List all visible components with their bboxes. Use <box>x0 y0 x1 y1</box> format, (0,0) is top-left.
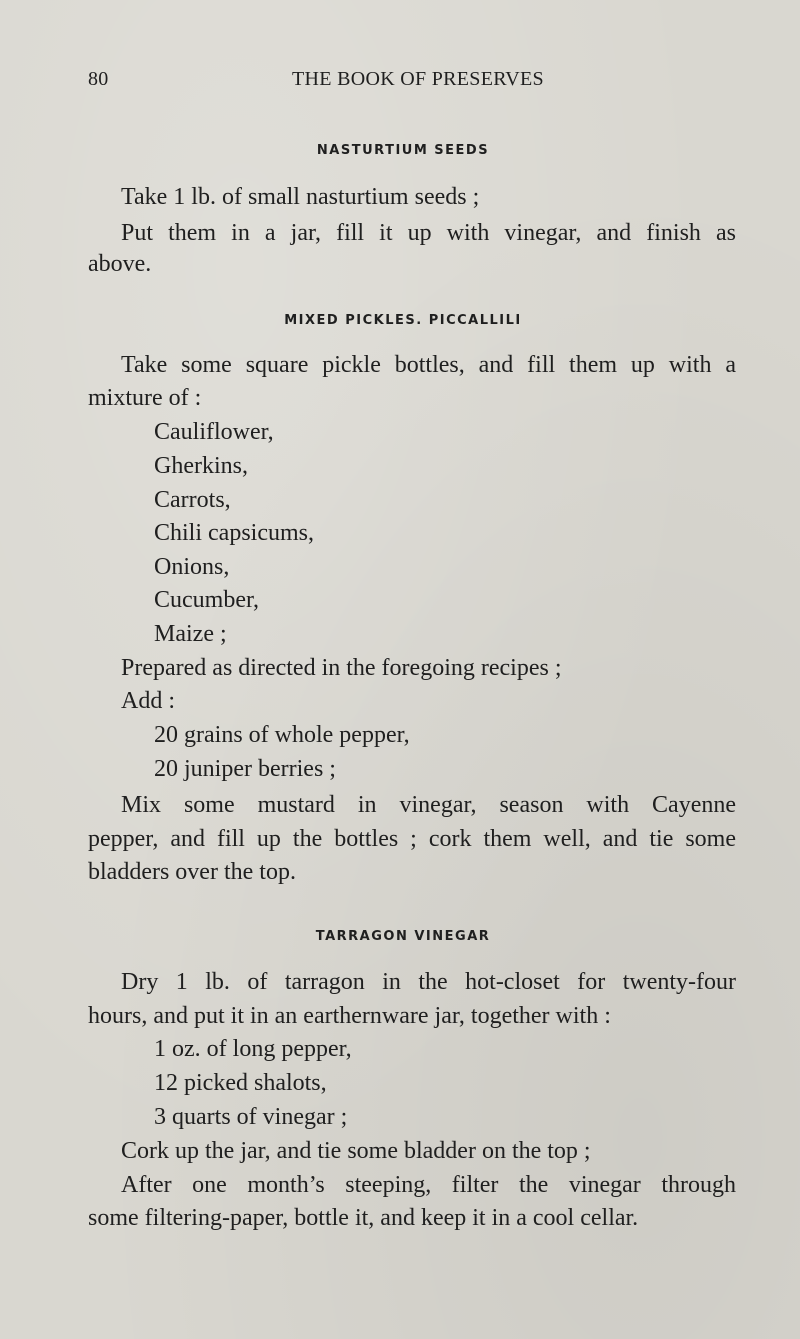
section-heading-nasturtium-seeds: NASTURTIUM SEEDS <box>316 143 490 158</box>
list-item: Cauliflower, <box>154 419 274 445</box>
section-heading-tarragon-vinegar: TARRAGON VINEGAR <box>315 929 491 944</box>
section-heading-mixed-pickles: MIXED PICKLES. PICCALLILI <box>284 313 522 328</box>
running-head <box>88 68 718 98</box>
list-item: 20 grains of whole pepper, <box>154 722 410 748</box>
list-item: 1 oz. of long pepper, <box>154 1036 352 1062</box>
list-item: Carrots, <box>154 487 231 513</box>
list-item: Maize ; <box>154 621 227 647</box>
list-item: Chili capsicums, <box>154 520 314 546</box>
list-item: Gherkins, <box>154 453 248 479</box>
book-title: THE BOOK OF PRESERVES <box>292 68 544 90</box>
text-line: Cork up the jar, and tie some bladder on the top ; <box>121 1138 591 1164</box>
text-line: Put them in a jar, fill it up with vinegar, and finish as <box>121 220 736 246</box>
text-line: pepper, and fill up the bottles ; cork them well, and tie some <box>88 826 736 852</box>
list-item: 20 juniper berries ; <box>154 756 336 782</box>
text-line: Add : <box>121 688 175 714</box>
page-number: 80 <box>88 68 109 90</box>
list-item: Cucumber, <box>154 587 260 613</box>
list-item: Onions, <box>154 554 230 580</box>
text-line: mixture of : <box>88 385 202 411</box>
text-line: Mix some mustard in vinegar, season with Cayenne <box>121 792 736 818</box>
text-line: hours, and put it in an earthernware jar, together with : <box>88 1003 611 1029</box>
text-line: bladders over the top. <box>88 859 296 885</box>
list-item: 3 quarts of vinegar ; <box>154 1104 348 1130</box>
text-line: After one month’s steeping, filter the vinegar through <box>121 1172 736 1198</box>
list-item: 12 picked shalots, <box>154 1070 327 1096</box>
text-line: Take some square pickle bottles, and fill them up with a <box>121 352 736 378</box>
text-line: above. <box>88 251 152 277</box>
text-line: some filtering-paper, bottle it, and keep it in a cool cellar. <box>88 1205 639 1231</box>
text-line: Take 1 lb. of small nasturtium seeds ; <box>121 184 480 210</box>
text-line: Dry 1 lb. of tarragon in the hot-closet for twenty-four <box>121 969 736 995</box>
text-line: Prepared as directed in the foregoing recipes ; <box>121 655 562 681</box>
